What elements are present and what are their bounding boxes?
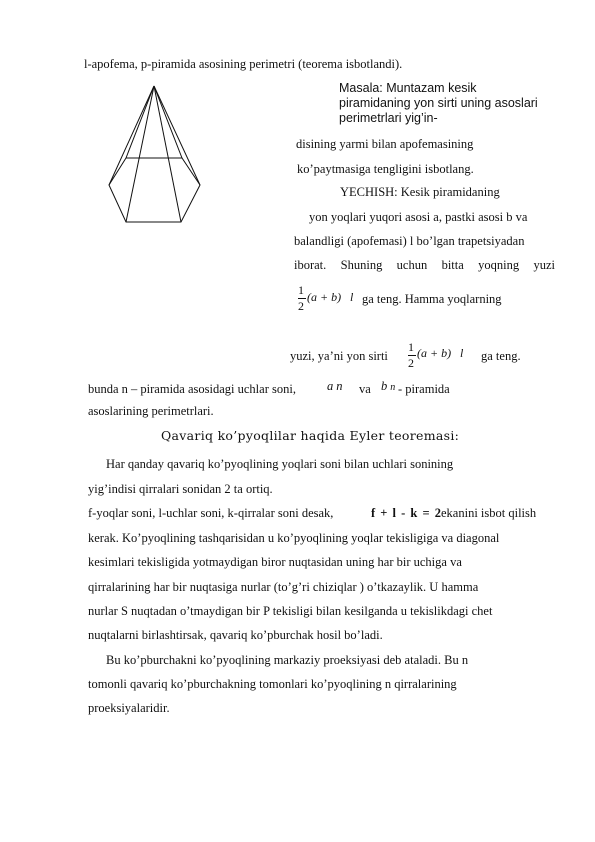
- pyramid-figure: [105, 84, 205, 224]
- paragraph-line: proeksiyalaridir.: [88, 701, 170, 715]
- bunda-va: va: [359, 382, 371, 396]
- paragraph-line: tomonli qavariq ko’pburchakning tomonlari ko’pyoqlining n qirralarining: [88, 677, 457, 691]
- symbol-b: b: [381, 379, 388, 393]
- formula-trapezoid-area: [298, 284, 358, 314]
- fraction-numerator: 1: [408, 340, 414, 354]
- masala-line-5: ko’paytmasiga tengligini isbotlang.: [297, 162, 474, 176]
- word: iborat.: [294, 258, 327, 272]
- formula-1-text: ga teng. Hamma yoqlarning: [362, 292, 502, 306]
- paragraph-line: f-yoqlar soni, l-uchlar soni, k-qirralar soni desak,: [88, 506, 334, 520]
- pyramid-edge: [154, 86, 200, 185]
- yechish-line-2: yon yoqlari yuqori asosi a, pastki asosi b va: [309, 210, 528, 224]
- pyramid-edge: [126, 86, 154, 222]
- word: yuzi: [533, 258, 555, 272]
- yechish-line-1: YECHISH: Kesik piramidaning: [340, 185, 500, 199]
- paragraph-line: Bu ko’pburchakni ko’pyoqlining markaziy proeksiyasi deb ataladi. Bu n: [106, 653, 469, 667]
- paragraph-line: nurlar S nuqtadan o’tmaydigan bir P tekisligi bilan kesilganda u tekislikdagi chet: [88, 604, 493, 618]
- formula-2-prefix: yuzi, ya’ni yon sirti: [290, 349, 388, 363]
- paragraph-line: yig’indisi qirralari sonidan 2 ta ortiq.: [88, 482, 273, 496]
- masala-line-1: Masala: Muntazam kesik: [339, 81, 477, 95]
- pyramid-base: [109, 158, 200, 222]
- masala-line-2: piramidaning yon sirti uning asoslari: [339, 96, 538, 110]
- formula-l: l: [460, 346, 464, 360]
- paragraph-line: Har qanday qavariq ko’pyoqlining yoqlari soni bilan uchlari sonining: [106, 457, 454, 471]
- paragraph-line: kerak. Ko’pyoqlining tashqarisidan u ko’pyoqlining yoqlar tekisligiga va diagonal: [88, 531, 500, 545]
- fraction-denominator: 2: [298, 299, 304, 313]
- pyramid-edge: [109, 86, 154, 185]
- line-apofema: l-apofema, p-piramida asosining perimetri (teorema isbotlandi).: [84, 57, 403, 71]
- formula-2-suffix: ga teng.: [481, 349, 521, 363]
- pyramid-edge: [154, 86, 181, 222]
- formula-expression: (a + b): [417, 346, 452, 360]
- formula-a-n: [327, 379, 343, 394]
- paragraph-line: ekanini isbot qilish: [441, 506, 537, 520]
- fraction-denominator: 2: [408, 356, 414, 370]
- paragraph-line: nuqtalarni birlashtirsak, qavariq ko’pburchak hosil bo’ladi.: [88, 628, 383, 642]
- yechish-line-3: balandligi (apofemasi) l bo’lgan trapetsiyadan: [294, 234, 525, 248]
- bunda-line-2: asoslarining perimetrlari.: [88, 404, 214, 418]
- formula-l: l: [350, 290, 354, 304]
- formula-b-n: [381, 379, 395, 395]
- formula-euler: f + l - k = 2: [371, 506, 442, 520]
- word: Shuning: [340, 258, 383, 272]
- word: yoqning: [478, 258, 520, 272]
- symbol-n: n: [336, 379, 343, 393]
- formula-expression: (a + b): [307, 290, 342, 304]
- masala-line-4: disining yarmi bilan apofemasining: [296, 137, 474, 151]
- fraction-numerator: 1: [298, 283, 304, 297]
- masala-line-3: perimetrlari yig’in-: [339, 111, 438, 125]
- bunda-prefix: bunda n – piramida asosidagi uchlar soni,: [88, 382, 296, 396]
- symbol-a: a: [327, 379, 334, 393]
- paragraph-line: qirralarining har bir nuqtasiga nurlar (to’g’ri chiziqlar ) o’tkazaylik. U hamma: [88, 580, 479, 594]
- section-heading: Qavariq ko’pyoqlilar haqida Eyler teoremasi:: [161, 428, 460, 443]
- pyramid-edge: [154, 86, 182, 158]
- paragraph-line: kesimlari tekisligida yotmaydigan biror nuqtasidan uning har bir uchiga va: [88, 555, 462, 569]
- word: uchun: [396, 258, 428, 272]
- pyramid-edge: [126, 86, 154, 158]
- bunda-suffix: - piramida: [398, 382, 450, 396]
- symbol-n: n: [390, 382, 396, 393]
- word: bitta: [441, 258, 464, 272]
- yechish-line-4: [294, 258, 555, 273]
- formula-lateral-surface: [408, 341, 468, 371]
